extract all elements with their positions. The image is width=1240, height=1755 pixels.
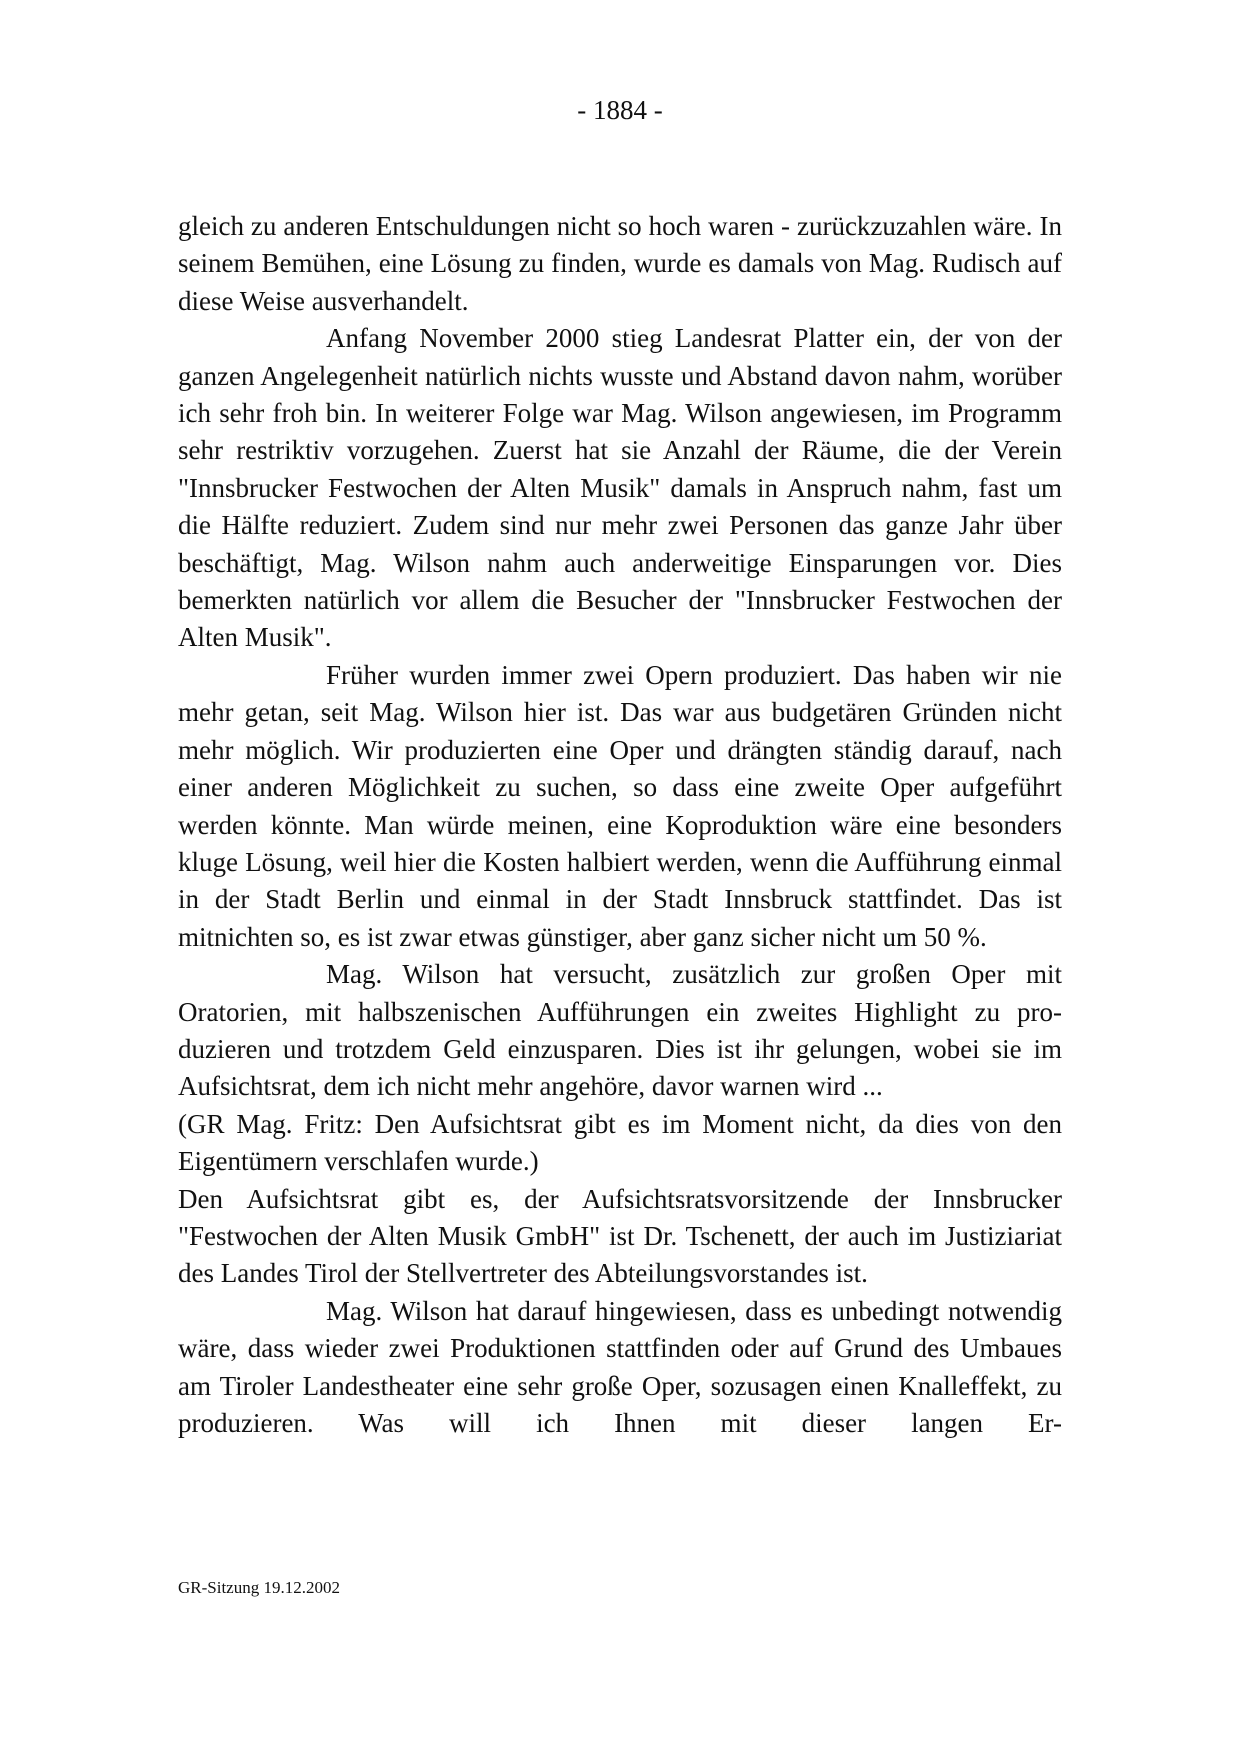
page-number: - 1884 -	[577, 95, 663, 125]
paragraph: Mag. Wilson hat darauf hingewiesen, dass es unbedingt notwendig wäre, dass wieder zwei Produktionen stattfinden oder auf Grund des Umbaues am Tiroler Landestheater eine sehr große Oper, sozusagen einen Knalleffekt, zu produzieren. Was will ich Ihnen mit dieser langen Er-	[178, 1295, 1062, 1438]
paragraph: Mag. Wilson hat versucht, zusätzlich zur großen Oper mit Oratorien, mit halbszenischen Aufführungen ein zweites Highlight zu produzieren und trotzdem Geld einzusparen. Dies ist ihr gelungen, wobei sie im Aufsichtsrat, dem ich nicht mehr angehöre, davor warnen wird ...	[178, 959, 1062, 1102]
paragraph: Anfang November 2000 stieg Landesrat Platter ein, der von der ganzen Angelegenheit natürlich nichts wusste und Abstand davon nahm, worüber ich sehr froh bin. In weiterer Folge war Mag. Wilson angewiesen, im Programm sehr restriktiv vorzugehen. Zuerst hat sie Anzahl der Räume, die der Verein "Innsbrucker Festwochen der Alten Musik" damals in Anspruch nahm, fast um die Hälfte reduziert. Zudem sind nur mehr zwei Personen das ganze Jahr über beschäftigt, Mag. Wilson nahm auch anderweitige Einsparungen vor. Dies bemerkten natürlich vor allem die Besucher der "Innsbrucker Festwochen der Alten Musik".	[178, 323, 1062, 653]
footer-session-date: GR-Sitzung 19.12.2002	[178, 1578, 340, 1597]
document-body	[178, 208, 1062, 1442]
paragraph: Den Aufsichtsrat gibt es, der Aufsichtsratsvorsitzende der Innsbrucker "Festwochen der Alten Musik GmbH" ist Dr. Tschenett, der auch im Justiziariat des Landes Tirol der Stellvertreter des Abteilungsvorstandes ist.	[178, 1183, 1062, 1289]
paragraph: Früher wurden immer zwei Opern produziert. Das haben wir nie mehr getan, seit Mag. Wilson hier ist. Das war aus budgetären Gründen nicht mehr möglich. Wir produzierten eine Oper und drängten ständig darauf, nach einer anderen Möglichkeit zu suchen, so dass eine zweite Oper aufgeführt werden könnte. Man würde meinen, eine Koproduktion wäre eine besonders kluge Lösung, weil hier die Kosten halbiert werden, wenn die Aufführung einmal in der Stadt Berlin und einmal in der Stadt Innsbruck stattfindet. Das ist mitnichten so, es ist zwar etwas günstiger, aber ganz sicher nicht um 50 %.	[178, 659, 1062, 952]
interjection-paragraph: (GR Mag. Fritz: Den Aufsichtsrat gibt es im Moment nicht, da dies von den Eigentümern verschlafen wurde.)	[178, 1108, 1062, 1177]
paragraph: gleich zu anderen Entschuldungen nicht so hoch waren - zurückzuzahlen wäre. In seinem Bemühen, eine Lösung zu finden, wurde es damals von Mag. Rudisch auf diese Weise ausverhandelt.	[178, 211, 1062, 316]
